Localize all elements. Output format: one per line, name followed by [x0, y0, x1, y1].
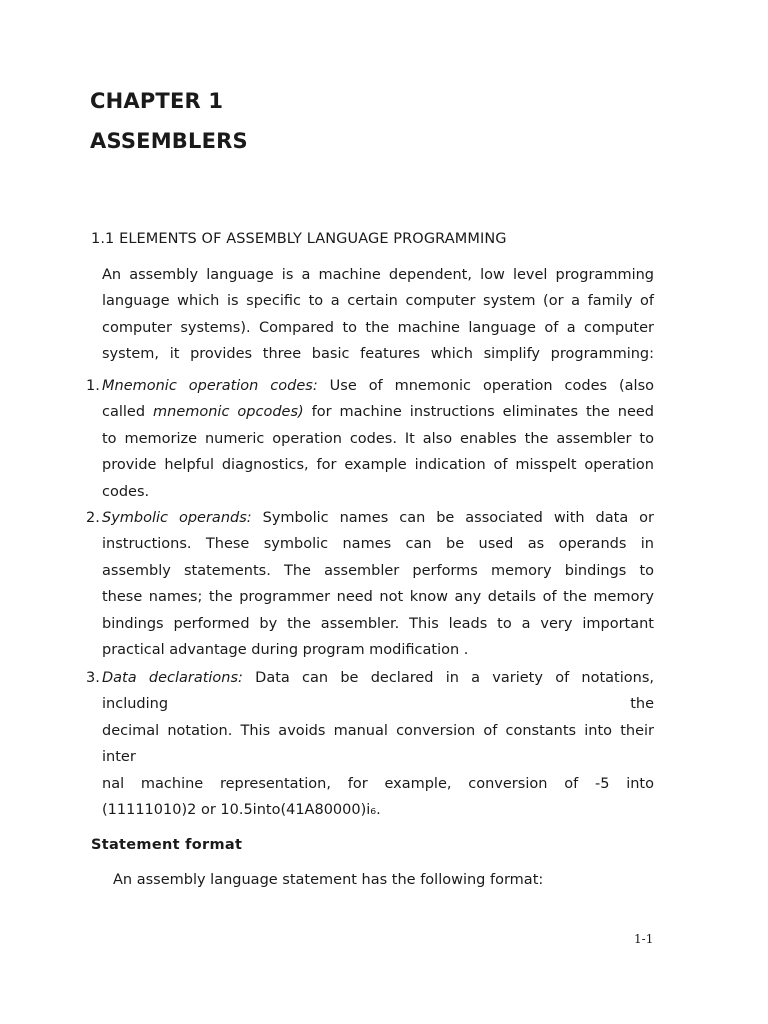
- feature-line: inter: [102, 749, 136, 766]
- feature-term: Mnemonic operation codes:: [102, 378, 318, 394]
- feature-line: codes.: [102, 483, 150, 500]
- section-heading: 1.1 ELEMENTS OF ASSEMBLY LANGUAGE PROGRAMMING: [91, 231, 507, 247]
- chapter-title: ASSEMBLERS: [90, 129, 248, 153]
- feature-text: Use of mnemonic operation codes (also: [317, 378, 654, 394]
- feature-line: decimal notation. This avoids manual conversion of constants into their: [102, 722, 654, 739]
- feature-text: for machine instructions eliminates the need: [303, 404, 654, 421]
- feature-term: Data declarations:: [102, 670, 243, 686]
- list-number: 3.: [86, 670, 100, 686]
- list-number: 2.: [86, 510, 100, 526]
- feature-text: Data can be declared in a variety of notations,: [242, 670, 654, 686]
- feature-item-mnemonic: [86, 373, 654, 505]
- intro-paragraph: [102, 262, 654, 368]
- intro-line: An assembly language is a machine dependent, low level programming: [102, 267, 654, 283]
- feature-line: bindings performed by the assembler. This leads to a very important: [102, 615, 654, 632]
- feature-line: including the: [102, 696, 654, 713]
- intro-line: system, it provides three basic features which simplify programming:: [102, 346, 654, 363]
- feature-line: (11111010)2 or 10.5into(41A80000)i₆.: [102, 802, 381, 819]
- feature-line: [102, 373, 654, 399]
- feature-text: Symbolic names can be associated with data or: [251, 510, 654, 526]
- statement-format-text: An assembly language statement has the following format:: [113, 872, 544, 888]
- feature-emphasis: mnemonic opcodes): [153, 404, 304, 421]
- intro-line: computer systems). Compared to the machine language of a computer: [102, 319, 654, 336]
- statement-format-heading: Statement format: [91, 837, 243, 853]
- feature-line: these names; the programmer need not know any details of the memory: [102, 589, 654, 606]
- feature-text: called: [102, 404, 154, 421]
- feature-item-symbolic: [86, 505, 654, 663]
- list-number: 1.: [86, 378, 100, 394]
- feature-line: [102, 399, 654, 425]
- feature-line: [102, 665, 654, 691]
- feature-line: [102, 505, 654, 531]
- page-number: 1-1: [634, 932, 654, 946]
- feature-line: nal machine representation, for example, conversion of -5 into: [102, 775, 654, 792]
- intro-line: language which is specific to a certain computer system (or a family of: [102, 293, 654, 310]
- feature-line: to memorize numeric operation codes. It also enables the assembler to: [102, 430, 654, 447]
- feature-line: provide helpful diagnostics, for example indication of misspelt operation: [102, 457, 654, 474]
- chapter-number: CHAPTER 1: [90, 89, 224, 113]
- feature-term: Symbolic operands:: [102, 510, 252, 526]
- feature-line: practical advantage during program modification .: [102, 642, 469, 659]
- feature-item-data: [86, 665, 654, 823]
- feature-line: assembly statements. The assembler performs memory bindings to: [102, 562, 654, 579]
- feature-line: instructions. These symbolic names can be used as operands in: [102, 536, 654, 553]
